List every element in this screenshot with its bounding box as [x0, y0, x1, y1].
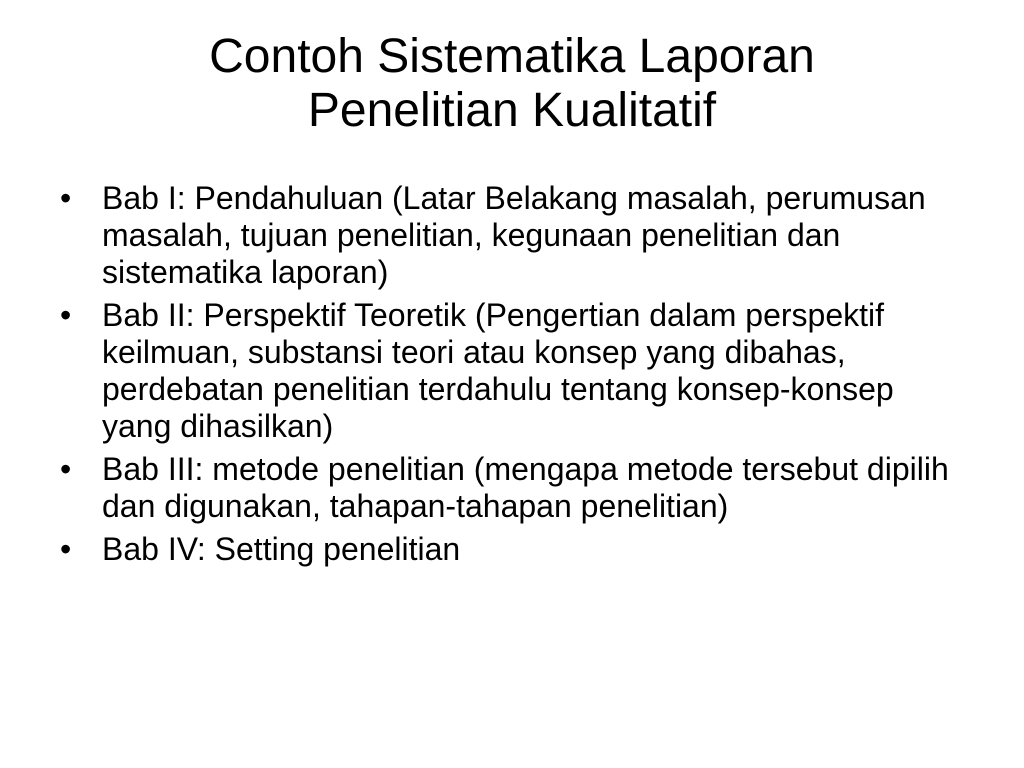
bullet-text-bab-3: Bab III: metode penelitian (mengapa metode tersebut dipilih dan digunakan, tahapan-tahapan penelitian)	[102, 451, 949, 524]
bullet-point-icon: •	[60, 297, 72, 333]
bullet-item-bab-3	[60, 451, 970, 525]
slide-title-line-1: Contoh Sistematika Laporan	[209, 30, 815, 83]
slide-title	[52, 30, 972, 138]
bullet-text-bab-1: Bab I: Pendahuluan (Latar Belakang masalah, perumusan masalah, tujuan penelitian, kegunaan penelitian dan sistematika laporan)	[102, 180, 926, 290]
bullet-point-icon: •	[60, 531, 72, 567]
bullet-list	[60, 180, 970, 574]
bullet-item-bab-1	[60, 180, 970, 291]
bullet-text-bab-4: Bab IV: Setting penelitian	[102, 531, 461, 567]
bullet-point-icon: •	[60, 180, 72, 216]
bullet-text-bab-2: Bab II: Perspektif Teoretik (Pengertian dalam perspektif keilmuan, substansi teori atau konsep yang dibahas, perdebatan penelitian terdahulu tentang konsep-konsep yang dihasilkan)	[102, 297, 894, 444]
bullet-point-icon: •	[60, 451, 72, 487]
slide-title-line-2: Penelitian Kualitatif	[307, 84, 717, 137]
bullet-item-bab-2	[60, 297, 970, 445]
bullet-item-bab-4	[60, 531, 970, 568]
